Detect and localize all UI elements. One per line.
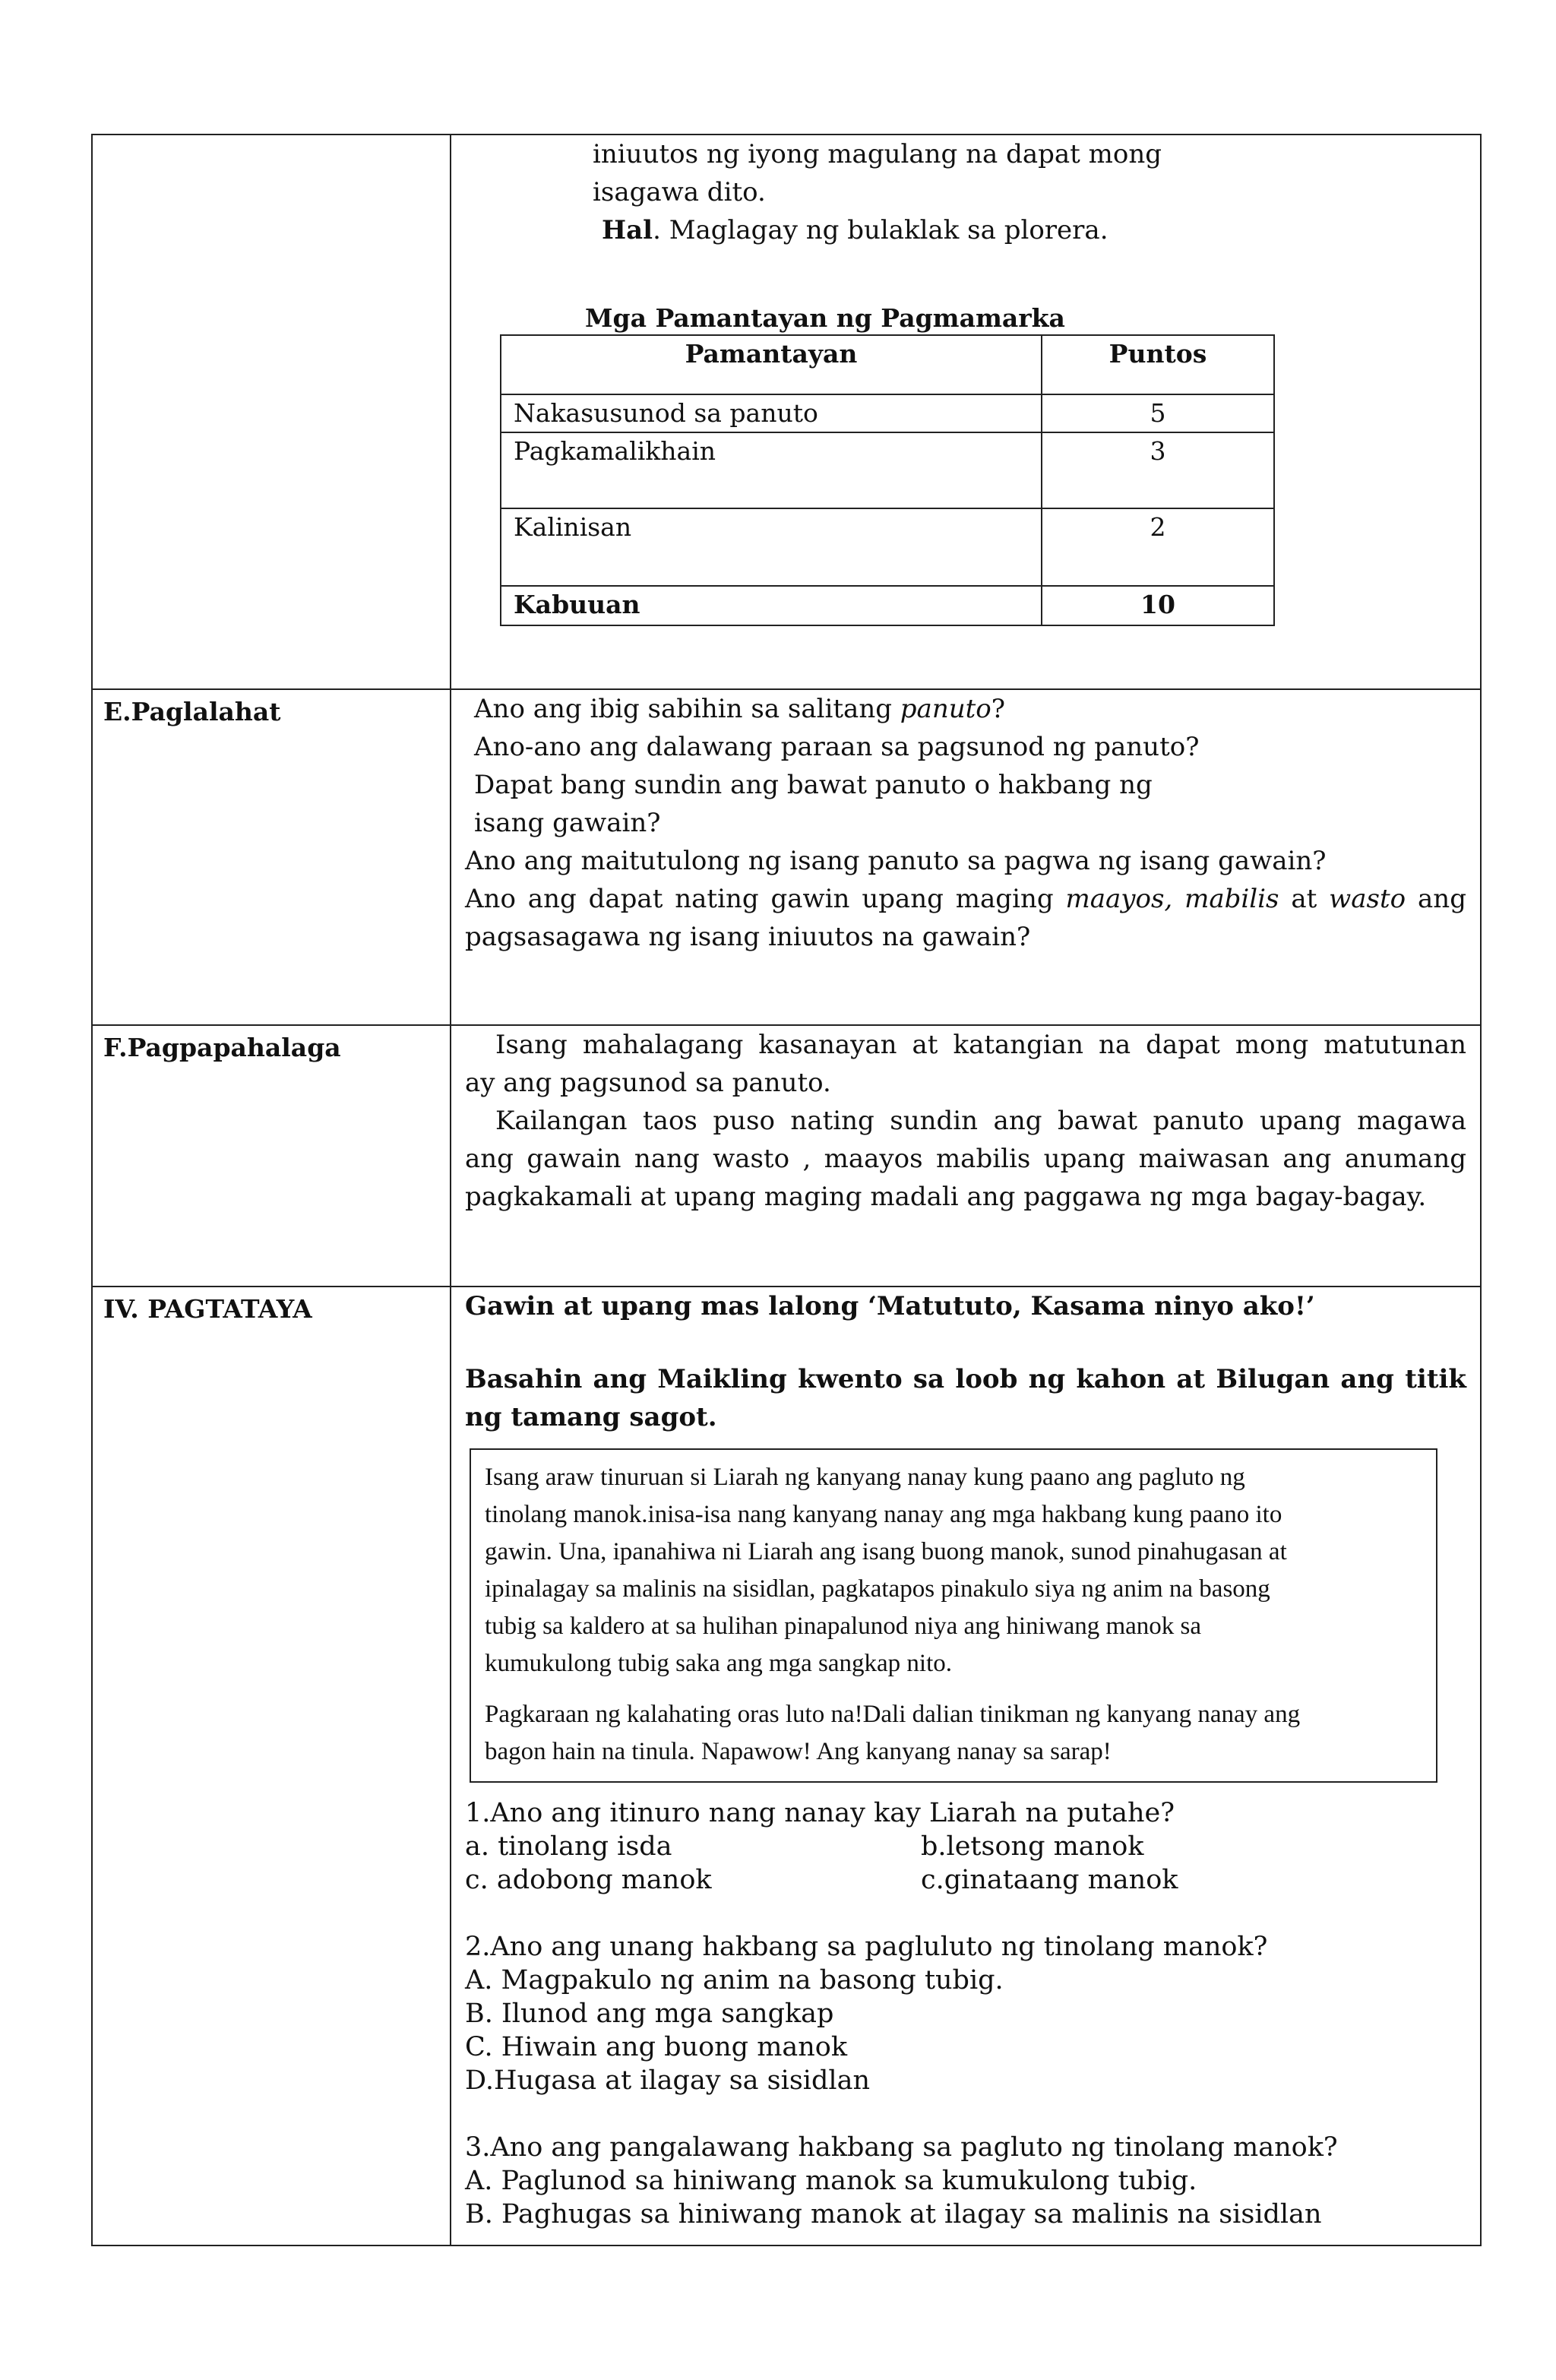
option-d[interactable]: D.Hugasa at ilagay sa sisidlan xyxy=(465,2065,870,2096)
q1-italic-word: panuto xyxy=(900,694,991,724)
question-2-text: 2.Ano ang unang hakbang sa pagluluto ng tinolang manok? xyxy=(465,1932,1268,1962)
rubric-header-criteria: Pamantayan xyxy=(501,335,1042,394)
paglalahat-question-5b: pagsasagawa ng isang iniuutos na gawain? xyxy=(465,922,1031,952)
story-line: Pagkaraan ng kalahating oras luto na!Dali dalian tinikman ng kanyang nanay ang xyxy=(485,1701,1301,1728)
q1-mark: ? xyxy=(991,694,1005,724)
pagtataya-heading-2b: ng tamang sagot. xyxy=(465,1402,717,1432)
pagpapahalaga-content xyxy=(451,1025,1481,1287)
paglalahat-question-3b: isang gawain? xyxy=(474,808,661,838)
q5-mid-1: at xyxy=(1279,884,1330,914)
example-label: Hal xyxy=(602,215,653,245)
continuation-line-1: iniuutos ng iyong magulang na dapat mong xyxy=(593,139,1162,169)
rubric-table xyxy=(500,334,1275,626)
option-b[interactable]: B. Paghugas sa hiniwang manok at ilagay sa malinis na sisidlan xyxy=(465,2199,1322,2230)
q5-italic-2: wasto xyxy=(1329,884,1406,914)
pagpapahalaga-p2-line3: pagkakamali at upang maging madali ang paggawa ng mga bagay-bagay. xyxy=(465,1182,1427,1212)
paglalahat-question-3a: Dapat bang sundin ang bawat panuto o hakbang ng xyxy=(474,770,1153,800)
option-a[interactable]: A. Magpakulo ng anim na basong tubig. xyxy=(465,1965,1004,1995)
rubric-points: 5 xyxy=(1042,394,1274,432)
option-b[interactable]: B. Ilunod ang mga sangkap xyxy=(465,1999,834,2029)
paglalahat-label: E.Paglalahat xyxy=(92,689,451,1025)
p2-line1-text: Kailangan taos puso nating sundin ang bawat panuto upang magawa xyxy=(495,1106,1466,1136)
option-c[interactable]: c. adobong manok xyxy=(465,1865,712,1895)
story-paragraph-2 xyxy=(485,1696,1422,1771)
pagtataya-label: IV. PAGTATAYA xyxy=(92,1287,451,2245)
rubric-row xyxy=(501,432,1274,508)
row1-left-cell xyxy=(92,135,451,689)
rubric-points: 3 xyxy=(1042,432,1274,508)
rubric-row xyxy=(501,508,1274,586)
rubric-row xyxy=(501,394,1274,432)
option-b[interactable]: b.letsong manok xyxy=(921,1831,1144,1862)
story-line: tinolang manok.inisa-isa nang kanyang nanay ang mga hakbang kung paano ito xyxy=(485,1501,1282,1528)
rubric-criteria: Kalinisan xyxy=(501,508,1042,586)
story-box xyxy=(470,1448,1437,1783)
story-paragraph-1 xyxy=(485,1459,1422,1682)
rubric-total-row xyxy=(501,586,1274,625)
option-a[interactable]: a. tinolang isda xyxy=(465,1831,672,1862)
lesson-plan-table xyxy=(91,134,1482,2246)
paglalahat-question-2: Ano-ano ang dalawang paraan sa pagsunod ng panuto? xyxy=(474,732,1200,762)
pagpapahalaga-p1-line1 xyxy=(465,1026,1466,1064)
pagpapahalaga-label: F.Pagpapahalaga xyxy=(92,1025,451,1287)
pagpapahalaga-p1-line2: ay ang pagsunod sa panuto. xyxy=(465,1068,831,1098)
question-1 xyxy=(465,1796,1466,1897)
paglalahat-question-5a xyxy=(465,880,1466,918)
rubric-header-points: Puntos xyxy=(1042,335,1274,394)
question-1-options-row-2 xyxy=(465,1863,1466,1897)
story-line: kumukulong tubig saka ang mga sangkap nito. xyxy=(485,1650,952,1677)
option-c[interactable]: C. Hiwain ang buong manok xyxy=(465,2032,848,2062)
rubric-title: Mga Pamantayan ng Pagmamarka xyxy=(585,303,1065,333)
example-line xyxy=(465,211,1466,249)
row-paglalahat xyxy=(92,689,1481,1025)
rubric-total-label: Kabuuan xyxy=(501,586,1042,625)
paglalahat-question-4: Ano ang maitutulong ng isang panuto sa pagwa ng isang gawain? xyxy=(465,846,1327,876)
pagtataya-heading-1: Gawin at upang mas lalong ‘Matututo, Kasama ninyo ako!’ xyxy=(465,1291,1315,1321)
rubric-criteria: Pagkamalikhain xyxy=(501,432,1042,508)
pagtataya-content xyxy=(451,1287,1481,2245)
question-3 xyxy=(465,2131,1466,2231)
rubric-criteria: Nakasusunod sa panuto xyxy=(501,394,1042,432)
story-line: tubig sa kaldero at sa hulihan pinapalunod niya ang hiniwang manok sa xyxy=(485,1613,1202,1640)
question-3-text: 3.Ano ang pangalawang hakbang sa pagluto ng tinolang manok? xyxy=(465,2132,1338,2163)
rubric-points: 2 xyxy=(1042,508,1274,586)
question-1-options-row-1 xyxy=(465,1830,1466,1863)
story-line: gawin. Una, ipanahiwa ni Liarah ang isang buong manok, sunod pinahugasan at xyxy=(485,1538,1287,1565)
rubric-header-row xyxy=(501,335,1274,394)
story-line: Isang araw tinuruan si Liarah ng kanyang nanay kung paano ang pagluto ng xyxy=(485,1464,1245,1491)
q5-mid-2: ang xyxy=(1406,884,1466,914)
story-line: bagon hain na tinula. Napawow! Ang kanyang nanay sa sarap! xyxy=(485,1738,1112,1765)
question-1-text: 1.Ano ang itinuro nang nanay kay Liarah na putahe? xyxy=(465,1798,1175,1828)
pagpapahalaga-p2-line2: ang gawain nang wasto , maayos mabilis upang maiwasan ang anumang xyxy=(465,1144,1466,1174)
row-pagpapahalaga xyxy=(92,1025,1481,1287)
continuation-line-2: isagawa dito. xyxy=(593,177,766,207)
question-2 xyxy=(465,1930,1466,2097)
p1-line1-text: Isang mahalagang kasanayan at katangian na dapat mong matutunan xyxy=(495,1030,1466,1060)
row-continuation xyxy=(92,135,1481,689)
story-line: ipinalagay sa malinis na sisidlan, pagkatapos pinakulo siya ng anim na basong xyxy=(485,1575,1270,1603)
paglalahat-question-1 xyxy=(465,690,1466,728)
paglalahat-content xyxy=(451,689,1481,1025)
q5-italic-1: maayos, mabilis xyxy=(1065,884,1279,914)
row-pagtataya xyxy=(92,1287,1481,2245)
q5-text: Ano ang dapat nating gawin upang maging xyxy=(465,884,1066,914)
pagtataya-heading-2a: Basahin ang Maikling kwento sa loob ng kahon at Bilugan ang titik xyxy=(465,1364,1466,1394)
pagpapahalaga-p2-line1 xyxy=(465,1102,1466,1140)
q1-text: Ano ang ibig sabihin sa salitang xyxy=(474,694,900,724)
rubric-total-points: 10 xyxy=(1042,586,1274,625)
row1-right-cell xyxy=(451,135,1481,689)
option-d[interactable]: c.ginataang manok xyxy=(921,1865,1178,1895)
example-text: . Maglagay ng bulaklak sa plorera. xyxy=(653,215,1108,245)
option-a[interactable]: A. Paglunod sa hiniwang manok sa kumukulong tubig. xyxy=(465,2166,1197,2196)
